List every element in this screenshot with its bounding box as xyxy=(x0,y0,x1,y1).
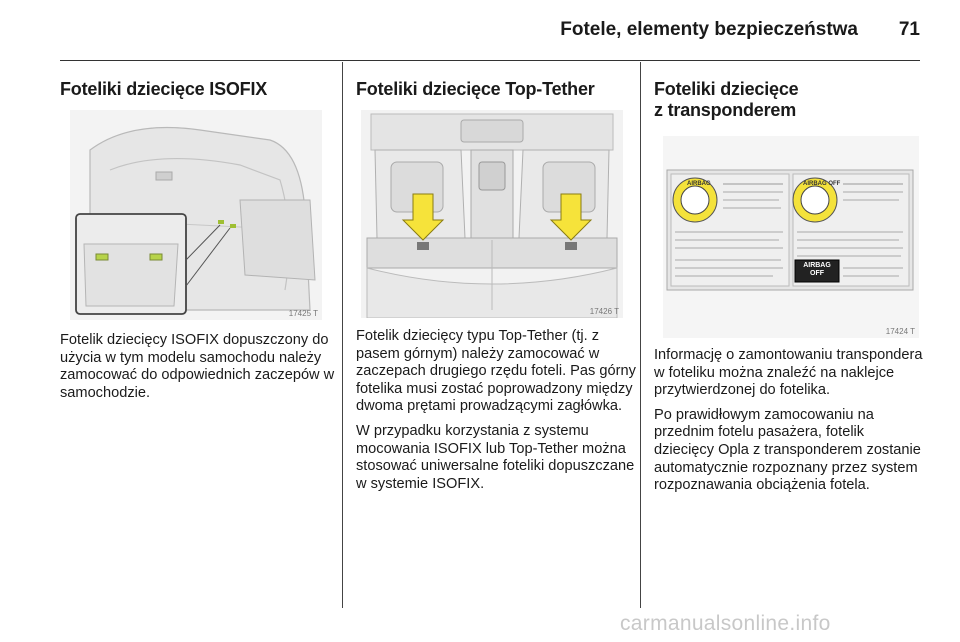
page-header xyxy=(60,0,920,61)
top-tether-text xyxy=(356,328,640,500)
figure-code: 17426 T xyxy=(589,307,619,316)
figure-code: 17425 T xyxy=(288,309,318,318)
isofix-heading: Foteliki dziecięce ISOFIX xyxy=(60,79,268,99)
badge-line: OFF xyxy=(810,270,824,277)
column-transponder xyxy=(640,62,922,608)
isofix-illustration xyxy=(70,110,322,320)
figure-code: 17424 T xyxy=(885,327,915,336)
isofix-text xyxy=(60,332,340,409)
page-number: 71 xyxy=(898,19,920,40)
section-title: Fotele, elementy bezpieczeństwa xyxy=(560,19,858,40)
top-tether-heading: Foteliki dziecięce Top-Tether xyxy=(356,79,595,99)
transponder-heading xyxy=(641,79,922,121)
airbag-off-label: AIRBAG OFF xyxy=(803,181,841,187)
column-isofix xyxy=(60,62,342,608)
sticker-drawing xyxy=(663,136,919,306)
paragraph: Po prawidłowym zamocowaniu na przednim fotelu pasażera, fotelik dziecięcy Opla z transponderem zostanie automatycznie rozpoznany przez system rozpoznawania obciążenia fotela. xyxy=(654,406,921,494)
badge-line: AIRBAG xyxy=(803,262,831,269)
paragraph: W przypadku korzystania z systemu mocowania ISOFIX lub Top-Tether można stosować uniwersalne foteliki dopuszczane w systemie ISOFIX. xyxy=(356,422,635,492)
column-top-tether xyxy=(342,62,640,608)
airbag-off-badge xyxy=(797,262,837,278)
paragraph: Fotelik dziecięcy typu Top-Tether (tj. z pasem górnym) należy zamocować w zaczepach drugiego rzędu foteli. Pas górny fotelika musi zostać poprowadzony między dwoma prętami prowadzącymi zagłówka. xyxy=(356,328,636,415)
transponder-label-illustration xyxy=(663,136,919,338)
transponder-text xyxy=(654,347,924,502)
seat-back-drawing xyxy=(361,110,623,318)
paragraph: Informację o zamontowaniu transpondera w foteliku można znaleźć na naklejce przytwierdzonej do fotelika. xyxy=(654,347,923,399)
heading-line: Foteliki dziecięce xyxy=(654,79,799,99)
top-tether-illustration xyxy=(361,110,623,318)
seat-anchor-drawing xyxy=(70,110,322,320)
airbag-label: AIRBAG xyxy=(687,181,711,187)
paragraph: Fotelik dziecięcy ISOFIX dopuszczony do użycia w tym modelu samochodu należy zamocować do odpowiednich zaczepów w samochodzie. xyxy=(60,332,335,401)
watermark: carmanualsonline.info xyxy=(620,612,831,635)
heading-line: z transponderem xyxy=(654,100,797,120)
